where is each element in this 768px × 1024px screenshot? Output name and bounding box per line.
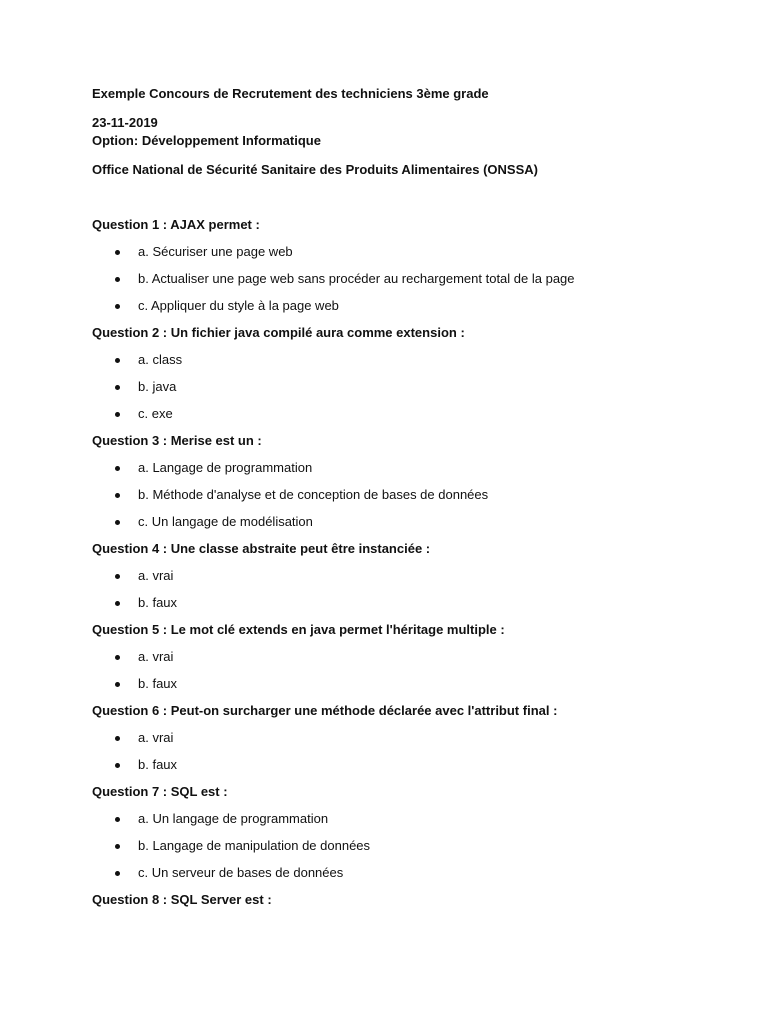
bullet-icon <box>115 412 120 417</box>
bullet-icon <box>115 385 120 390</box>
question-text: Question 3 : Merise est un : <box>92 433 262 448</box>
answer-item <box>92 405 712 423</box>
bullet-icon <box>115 736 120 741</box>
question-text: Question 4 : Une classe abstraite peut être instanciée : <box>92 541 431 556</box>
answer-item <box>92 756 712 774</box>
bullet-icon <box>115 358 120 363</box>
answer-text: a. Sécuriser une page web <box>138 244 293 259</box>
question-block <box>92 621 712 693</box>
answer-item <box>92 729 712 747</box>
answer-text: c. Un serveur de bases de données <box>138 865 344 880</box>
question-text: Question 6 : Peut-on surcharger une méthode déclarée avec l'attribut final : <box>92 703 558 718</box>
answer-text: c. Appliquer du style à la page web <box>138 298 339 313</box>
answer-list <box>92 243 712 315</box>
bullet-icon <box>115 277 120 282</box>
bullet-icon <box>115 493 120 498</box>
exam-date: 23-11-2019 <box>92 115 158 130</box>
answer-text: b. Méthode d'analyse et de conception de bases de données <box>138 487 489 502</box>
question-block <box>92 783 712 882</box>
answer-text: a. vrai <box>138 568 174 583</box>
answer-text: b. faux <box>138 757 178 772</box>
answer-item <box>92 810 712 828</box>
answer-text: c. Un langage de modélisation <box>138 514 313 529</box>
answer-text: a. Langage de programmation <box>138 460 313 475</box>
bullet-icon <box>115 304 120 309</box>
answer-text: a. Un langage de programmation <box>138 811 329 826</box>
bullet-icon <box>115 601 120 606</box>
answer-item <box>92 675 712 693</box>
answer-list <box>92 648 712 693</box>
bullet-icon <box>115 250 120 255</box>
question-block <box>92 540 712 612</box>
bullet-icon <box>115 817 120 822</box>
answer-item <box>92 243 712 261</box>
question-text: Question 5 : Le mot clé extends en java permet l'héritage multiple : <box>92 622 505 637</box>
answer-list <box>92 459 712 531</box>
question-block <box>92 891 712 909</box>
answer-text: b. faux <box>138 595 178 610</box>
bullet-icon <box>115 844 120 849</box>
bullet-icon <box>115 466 120 471</box>
bullet-icon <box>115 520 120 525</box>
answer-item <box>92 459 712 477</box>
question-block <box>92 216 712 315</box>
answer-text: b. Actualiser une page web sans procéder au rechargement total de la page <box>138 271 575 286</box>
answer-text: a. vrai <box>138 649 174 664</box>
answer-text: b. java <box>138 379 177 394</box>
bullet-icon <box>115 574 120 579</box>
bullet-icon <box>115 871 120 876</box>
answer-item <box>92 270 712 288</box>
bullet-icon <box>115 655 120 660</box>
question-text: Question 8 : SQL Server est : <box>92 892 272 907</box>
bullet-icon <box>115 682 120 687</box>
exam-office: Office National de Sécurité Sanitaire des Produits Alimentaires (ONSSA) <box>92 162 538 177</box>
question-list <box>92 216 712 909</box>
question-text: Question 7 : SQL est : <box>92 784 228 799</box>
answer-item <box>92 513 712 531</box>
answer-list <box>92 810 712 882</box>
answer-text: a. class <box>138 352 183 367</box>
answer-item <box>92 567 712 585</box>
answer-item <box>92 594 712 612</box>
document-title: Exemple Concours de Recrutement des techniciens 3ème grade <box>92 86 489 101</box>
answer-item <box>92 486 712 504</box>
document-content <box>92 85 712 918</box>
answer-list <box>92 729 712 774</box>
answer-text: c. exe <box>138 406 173 421</box>
answer-text: b. Langage de manipulation de données <box>138 838 371 853</box>
bullet-icon <box>115 763 120 768</box>
answer-item <box>92 864 712 882</box>
answer-item <box>92 297 712 315</box>
question-block <box>92 324 712 423</box>
answer-list <box>92 351 712 423</box>
answer-text: b. faux <box>138 676 178 691</box>
question-block <box>92 432 712 531</box>
answer-text: a. vrai <box>138 730 174 745</box>
answer-list <box>92 567 712 612</box>
question-text: Question 2 : Un fichier java compilé aura comme extension : <box>92 325 465 340</box>
exam-option: Option: Développement Informatique <box>92 133 321 148</box>
answer-item <box>92 378 712 396</box>
answer-item <box>92 351 712 369</box>
question-text: Question 1 : AJAX permet : <box>92 217 260 232</box>
question-block <box>92 702 712 774</box>
answer-item <box>92 837 712 855</box>
answer-item <box>92 648 712 666</box>
